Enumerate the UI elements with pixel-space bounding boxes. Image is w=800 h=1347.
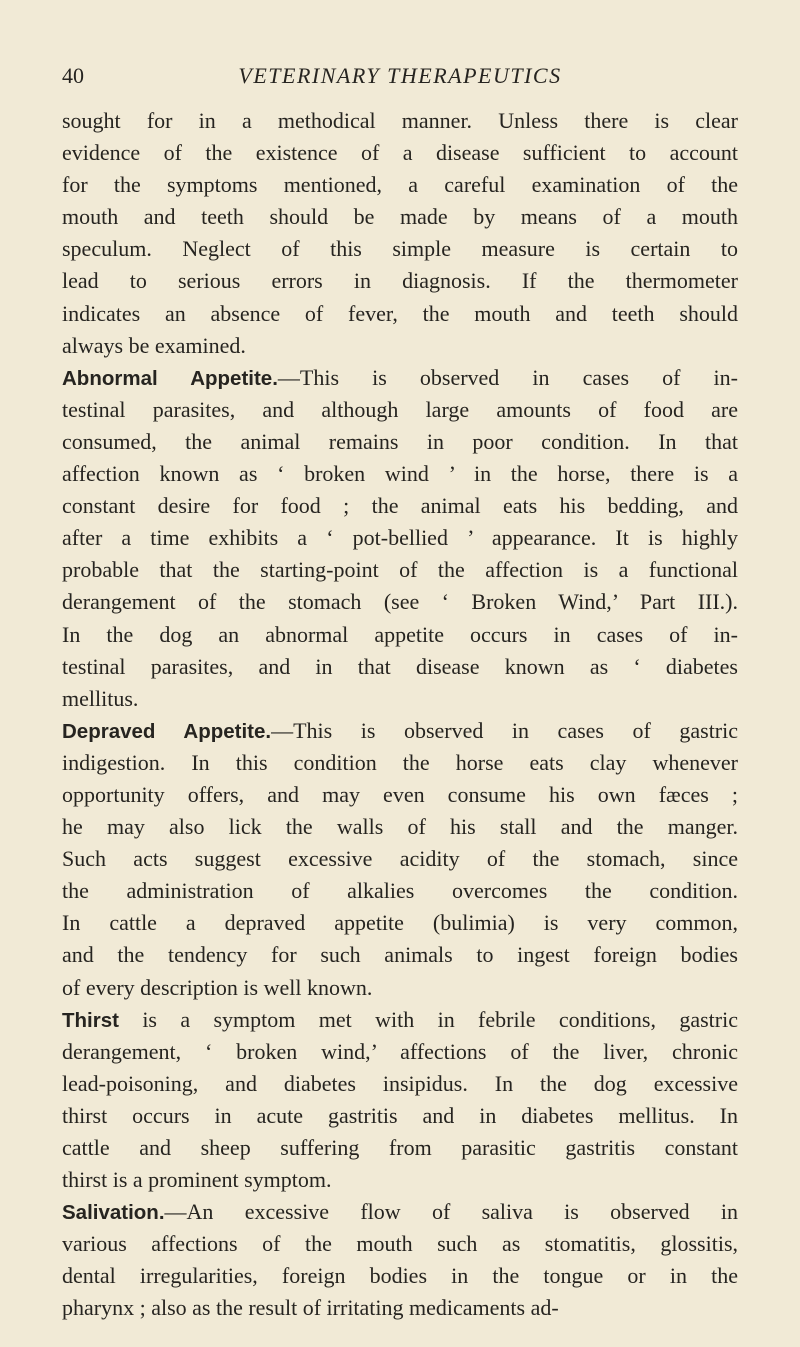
text-line	[62, 522, 738, 554]
line-text: lead-poisoning, and diabetes insipidus. In the dog excessive	[62, 1070, 738, 1096]
line-text: always be examined.	[62, 332, 246, 358]
line-text: lead to serious errors in diagnosis. If the thermometer	[62, 268, 738, 294]
line-text: thirst occurs in acute gastritis and in diabetes mellitus. In	[62, 1102, 738, 1128]
text-line	[62, 875, 738, 907]
section-heading: Depraved Appetite.	[62, 719, 272, 743]
text-line	[62, 458, 738, 490]
text-line	[62, 907, 738, 939]
text-line	[62, 779, 738, 811]
line-text: speculum. Neglect of this simple measure is certain to	[62, 236, 738, 262]
line-text: affection known as ‘ broken wind ’ in the horse, there is a	[62, 461, 738, 487]
line-text: mouth and teeth should be made by means of a mouth	[62, 204, 738, 230]
line-text: the administration of alkalies overcomes the condition.	[62, 878, 738, 904]
line-text: sought for in a methodical manner. Unless there is clear	[62, 108, 738, 133]
line-text: constant desire for food ; the animal eats his bedding, and	[62, 493, 738, 519]
body-text	[62, 105, 738, 1325]
section-heading: Salivation.	[62, 1201, 165, 1225]
line-text: cattle and sheep suffering from parasitic gastritis constant	[62, 1135, 738, 1160]
line-text: In cattle a depraved appetite (bulimia) is very common,	[62, 910, 738, 936]
text-line	[62, 1196, 738, 1228]
running-title: VETERINARY THERAPEUTICS	[238, 63, 562, 88]
text-line	[62, 715, 738, 747]
text-line	[62, 330, 738, 362]
line-text: he may also lick the walls of his stall and the manger.	[62, 814, 738, 840]
text-line	[62, 1260, 738, 1292]
line-text: In the dog an abnormal appetite occurs in cases of in-	[62, 621, 738, 647]
text-line	[62, 939, 738, 971]
line-text: Such acts suggest excessive acidity of the stomach, since	[62, 846, 738, 872]
text-line	[62, 1132, 738, 1164]
line-text: pharynx ; also as the result of irritating medicaments ad-	[62, 1295, 559, 1321]
line-text: consumed, the animal remains in poor condition. In that	[62, 428, 738, 454]
section-heading: Abnormal Appetite.	[62, 366, 278, 390]
section-heading: Thirst	[62, 1008, 119, 1032]
line-text: derangement, ‘ broken wind,’ affections of the liver, chronic	[62, 1038, 738, 1064]
text-line	[62, 1004, 738, 1036]
text-line	[62, 201, 738, 233]
text-line	[62, 298, 738, 330]
text-line	[62, 105, 738, 137]
line-text: thirst is a prominent symptom.	[62, 1167, 332, 1193]
line-text: and the tendency for such animals to ingest foreign bodies	[62, 942, 738, 968]
text-line	[62, 651, 738, 683]
text-line	[62, 426, 738, 458]
text-line	[62, 972, 738, 1004]
text-line	[62, 811, 738, 843]
text-line	[62, 683, 738, 715]
text-line	[62, 843, 738, 875]
text-line	[62, 1036, 738, 1068]
line-text: indigestion. In this condition the horse eats clay whenever	[62, 749, 738, 775]
line-text: for the symptoms mentioned, a careful examination of the	[62, 172, 738, 198]
line-text: opportunity offers, and may even consume his own fæces ;	[62, 781, 738, 807]
line-text: probable that the starting-point of the affection is a functional	[62, 557, 738, 583]
line-text: indicates an absence of fever, the mouth and teeth should	[62, 300, 738, 326]
line-text: —This is observed in cases of in-	[277, 364, 738, 390]
text-line	[62, 233, 738, 265]
line-text: after a time exhibits a ‘ pot-bellied ’ appearance. It is highly	[62, 525, 738, 551]
line-text: mellitus.	[62, 685, 139, 711]
line-text: —An excessive flow of saliva is observed in	[164, 1199, 738, 1225]
page-number: 40	[62, 63, 84, 88]
text-line	[62, 169, 738, 201]
page-header	[62, 60, 738, 92]
text-line	[62, 1068, 738, 1100]
text-line	[62, 490, 738, 522]
line-text: —This is observed in cases of gastric	[271, 717, 739, 743]
text-line	[62, 619, 738, 651]
text-line	[62, 554, 738, 586]
line-text: evidence of the existence of a disease sufficient to account	[62, 140, 738, 166]
text-line	[62, 265, 738, 297]
line-text: testinal parasites, and in that disease known as ‘ diabetes	[62, 653, 738, 679]
text-line	[62, 137, 738, 169]
line-text: of every description is well known.	[62, 974, 373, 1000]
line-text: various affections of the mouth such as stomatitis, glossitis,	[62, 1231, 738, 1257]
text-line	[62, 586, 738, 618]
text-line	[62, 362, 738, 394]
text-line	[62, 747, 738, 779]
text-line	[62, 1100, 738, 1132]
text-line	[62, 1164, 738, 1196]
text-line	[62, 394, 738, 426]
line-text: derangement of the stomach (see ‘ Broken Wind,’ Part III.).	[62, 589, 738, 615]
line-text: is a symptom met with in febrile conditions, gastric	[118, 1006, 738, 1032]
line-text: dental irregularities, foreign bodies in the tongue or in the	[62, 1263, 738, 1289]
line-text: testinal parasites, and although large amounts of food are	[62, 396, 738, 422]
text-line	[62, 1292, 738, 1324]
text-line	[62, 1228, 738, 1260]
